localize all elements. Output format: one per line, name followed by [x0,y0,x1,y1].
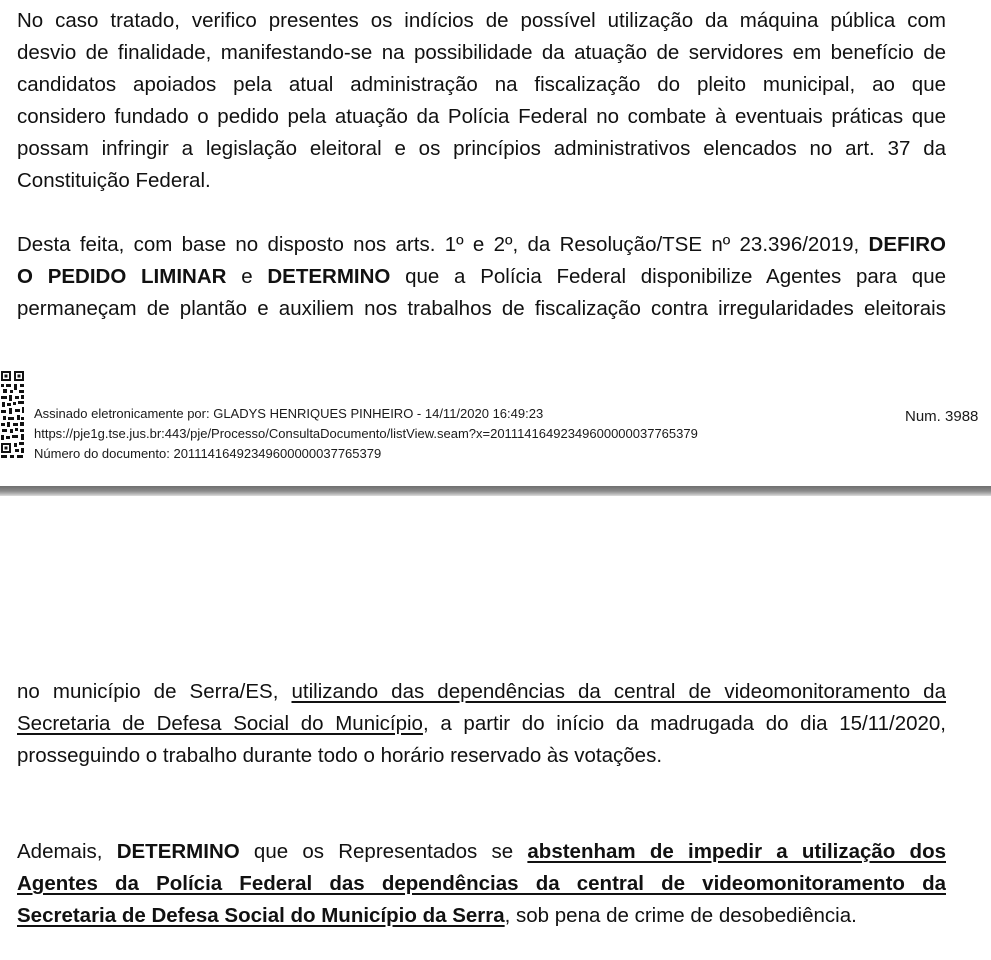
underlined-run: Secretaria de Defesa Social do Município [17,712,423,735]
paragraph-decision [17,229,946,325]
text-run: Desta feita, com base no disposto nos arts. 1º e 2º, da Resolução/TSE nº 23.396/2019, [17,233,869,256]
text-run: e [226,265,268,288]
signature-info [34,404,698,464]
bold-run-determino: DETERMINO [116,840,240,863]
text-run: Ademais, [17,840,117,863]
bold-underlined-run: Secretaria de Defesa Social do Município da Serra [17,904,505,927]
paragraph-injunction [17,836,946,932]
text-run: , a partir do início da madrugada do dia 15/11/2020, [422,712,946,735]
signature-footer [0,368,991,468]
text-line [17,836,946,868]
bold-run-defiro: DEFIRO [868,233,946,256]
text-line: No caso tratado, verifico presentes os indícios de possível utilização da máquina pública com [17,9,946,32]
text-line: desvio de finalidade, manifestando-se na possibilidade da atuação de servidores em benefício de [17,41,946,64]
text-line: permaneçam de plantão e auxiliem nos trabalhos de fiscalização contra irregularidades eleitorais [17,297,946,320]
qr-code-icon [0,370,28,460]
text-line [17,708,946,740]
document-number: Número do documento: 20111416492349600000037765379 [34,446,382,461]
text-line: considero fundado o pedido pela atuação da Polícia Federal no combate à eventuais práticas que [17,105,946,128]
text-line [17,868,946,900]
bold-run-pedido-liminar: O PEDIDO LIMINAR [17,265,227,288]
bold-underlined-run: abstenham de impedir a utilização dos [527,840,946,863]
text-line [17,261,946,293]
signed-by-line: Assinado eletronicamente por: GLADYS HENRIQUES PINHEIRO - 14/11/2020 16:49:23 [34,406,544,421]
text-line: Constituição Federal. [17,169,211,192]
page-separator [0,486,991,496]
text-line: candidatos apoiados pela atual administração na fiscalização do pleito municipal, ao que [17,73,946,96]
bold-run-determino: DETERMINO [267,265,391,288]
document-url[interactable]: https://pje1g.tse.jus.br:443/pje/Processo/ConsultaDocumento/listView.seam?x=20111416492349600000037765379 [34,426,698,441]
text-line [17,676,946,708]
page-number-label: Num. 3988 [905,408,979,425]
text-run: , sob pena de crime de desobediência. [504,904,857,927]
text-line: possam infringir a legislação eleitoral e os princípios administrativos elencados no art. 37 da [17,137,946,160]
underlined-run: utilizando das dependências da central de videomonitoramento da [291,680,946,703]
paragraph-analysis [17,5,946,197]
paragraph-continuation [17,676,946,772]
text-line: prosseguindo o trabalho durante todo o horário reservado às votações. [17,744,663,767]
text-run: no município de Serra/ES, [17,680,292,703]
text-line [17,229,946,261]
text-line [17,900,946,932]
text-run: que a Polícia Federal disponibilize Agentes para que [390,265,946,288]
bold-underlined-run: Agentes da Polícia Federal das dependências da central de videomonitoramento da [17,872,946,895]
text-run: que os Representados se [239,840,528,863]
